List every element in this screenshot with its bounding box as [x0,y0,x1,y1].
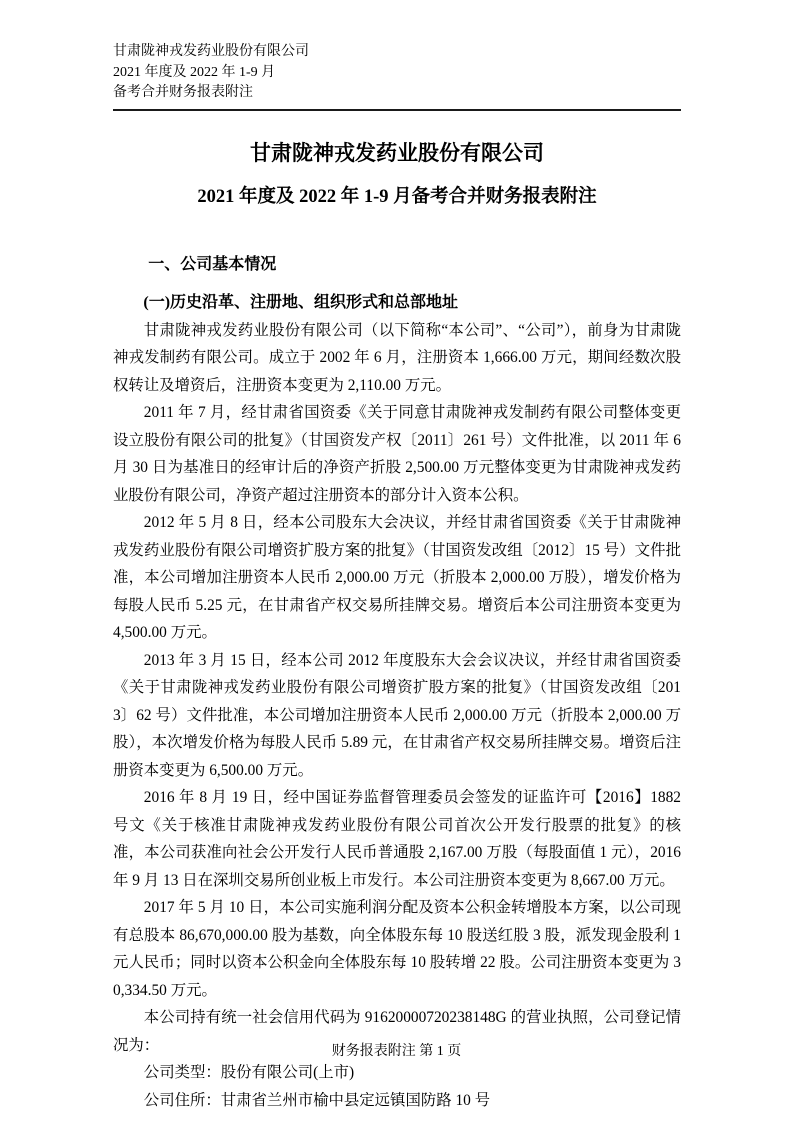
body-paragraph: 2011 年 7 月，经甘肃省国资委《关于同意甘肃陇神戎发制药有限公司整体变更设立股份有限公司的批复》（甘国资发产权〔2011〕261 号）文件批准，以 2011 年 6 月 30 日为基准日的经审计后的净资产折股 2,500.00 万元整体变更为甘肃陇神戎发药业股份有限公司，净资产超过注册资本的部分计入资本公积。 [113,404,681,504]
document-title: 甘肃陇神戎发药业股份有限公司 [250,140,544,165]
body-paragraph: 2017 年 5 月 10 日，本公司实施利润分配及资本公积金转增股本方案，以公司现有总股本 86,670,000.00 股为基数，向全体股东每 10 股送红股 3 股，派发现金股利 1 元人民币；同时以资本公积金向全体股东每 10 股转增 22 股。公司注册资本变更为 30,334.50 万元。 [113,899,681,999]
page-header-report-type: 备考合并财务报表附注 [113,85,253,100]
page-header-period: 2021 年度及 2022 年 1-9 月 [113,64,276,80]
page-header-company: 甘肃陇神戎发药业股份有限公司 [113,44,309,59]
body-text [113,317,681,1115]
page-header [113,0,681,111]
body-paragraph: 2012 年 5 月 8 日，经本公司股东大会决议，并经甘肃省国资委《关于甘肃陇神戎发药业股份有限公司增资扩股方案的批复》（甘国资发改组〔2012〕15 号）文件批准，本公司增加注册资本人民币 2,000.00 万元（折股本 2,000.00 万股），增发价格为每股人民币 5.25 元，在甘肃省产权交易所挂牌交易。增资后本公司注册资本变更为 4,500.00 万元。 [113,514,681,641]
body-paragraph: 本公司持有统一社会信用代码为 91620000720238148G 的营业执照，公司登记情况为： [113,1009,681,1054]
body-paragraph: 公司类型：股份有限公司(上市) [143,1064,355,1081]
body-paragraph: 2013 年 3 月 15 日，经本公司 2012 年度股东大会会议决议，并经甘肃省国资委《关于甘肃陇神戎发药业股份有限公司增资扩股方案的批复》（甘国资发改组〔2013〕62 号）文件批准，本公司增加注册资本人民币 2,000.00 万元（折股本 2,000.00 万股），本次增发价格为每股人民币 5.89 元，在甘肃省产权交易所挂牌交易。增资后注册资本变更为 6,500.00 万元。 [113,651,681,779]
page-footer: 财务报表附注 第 1 页 [331,1044,462,1059]
section-heading: 一、公司基本情况 [148,255,277,273]
body-paragraph: 公司住所：甘肃省兰州市榆中县定远镇国防路 10 号 [143,1091,491,1109]
document-subtitle: 2021 年度及 2022 年 1-9 月备考合并财务报表附注 [197,186,597,207]
subsection-heading: (一)历史沿革、注册地、组织形式和总部地址 [143,293,459,311]
body-paragraph: 2016 年 8 月 19 日，经中国证券监督管理委员会签发的证监许可【2016】1882 号文《关于核准甘肃陇神戎发药业股份有限公司首次公开发行股票的批复》的核准，本公司获准向社会公开发行人民币普通股 2,167.00 万股（每股面值 1 元），2016 年 9 月 13 日在深圳交易所创业板上市发行。本公司注册资本变更为 8,667.00 万元。 [113,789,681,889]
body-paragraph: 甘肃陇神戎发药业股份有限公司（以下简称“本公司”、“公司”），前身为甘肃陇神戎发制药有限公司。成立于 2002 年 6 月，注册资本 1,666.00 万元，期间经数次股权转让及增资后，注册资本变更为 2,110.00 万元。 [113,321,681,394]
